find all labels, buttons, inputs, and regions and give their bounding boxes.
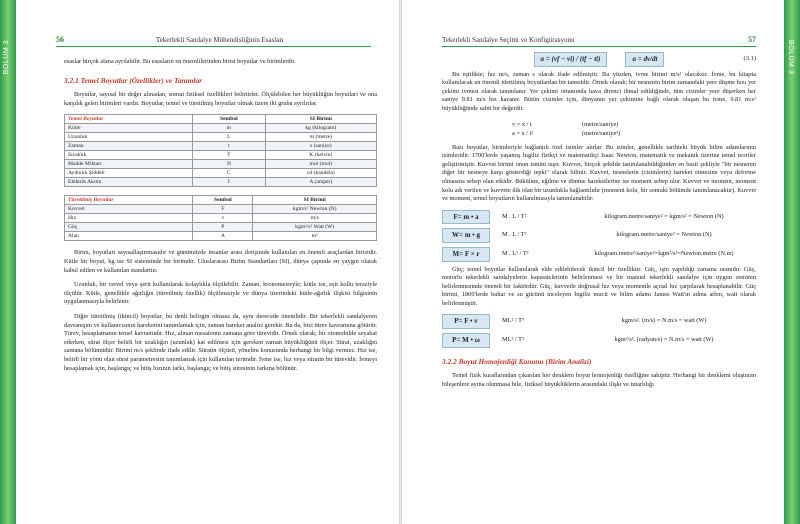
left-page (16, 0, 399, 524)
unit-expression: kgm/s². (m/s) = N.m/s = watt (W) (621, 317, 707, 325)
table-row (65, 205, 377, 214)
table-cell: s (saniye) (265, 142, 376, 151)
table-row (65, 232, 377, 241)
paragraph: Boyutlar, sayısal bir değer alınadan, somut fiziksel özellikleri belirtirler. Ölçülebilen her büyüklüğün boyutları ve ona karşılık gelen birimleri vardır. Boyutlar, temel ve türetilmiş boyutlar olmak üzere iki gruba ayrılırlar. (64, 91, 377, 107)
table-cell: N (193, 160, 266, 169)
right-header (442, 32, 756, 47)
derivative-formula: a = dv/dt (625, 52, 664, 67)
table-cell: m (193, 124, 266, 133)
table-cell: C (193, 169, 266, 178)
paragraph: Bazı boyutlar, birimleriyle bağlantılı özel isimler alırlar. Bu isimler, genellikle tarihteki büyük bilim adamlarının isimleridir. 1700'lerde yaşamış İngiliz fizikçi ve matematikçi Isaac Newton, matematik ve mekanik üzerine temel teoriler geliştirmiştir. Kuvvet birimi onun ismini taşır. Kuvvet, birçok şekilde tanımlanabildiğinden en basit şekliyle "bir nesnenin diğer bir nesneye karşı gösterdiği tepki" olarak bilinir. Kuvvet, nesnelerin (cisimlerin) hareket etmesine veya deforme olmasına sebep olan etkidir. Bükülme, eğilme ve dönme hareketlerine ise moment sebep olur. Kuvvet ve moment, moment kolu adı verilen ve kuvvete dik olan bir uzunlukla bağlantılıdır (moment kolu, bir sonraki bölümde tanımlanacaktır). Kuvvet ve moment, temel boyutların kullanılmasıyla tanımlanabilir: (442, 143, 756, 203)
table-cell: T (193, 151, 266, 160)
unit-expression: kgm²/s². (radyan/s) = N.m/s = watt (W) (614, 336, 714, 344)
paragraph: Diğer türetilmiş (ikincil) boyutlar, bu denli belirgin olmasa da, aynı derecede önemlidir. Bir tekerlekli sandalyenin davranışını ve kullanıcısının hareketini tanımlamak için, zaman hareket analizi gerekir. Bu da, bizi türev kavramına götürür. Türev, hesaplamanın temel kavramıdır. Hız, alınan mesafenin zamana göre türevidir. Örnek olarak; bir otomobilde seyahat ederken, sürat ölçer belirli bir uzaklığın (uzunluk) kat edilmesi için gereken zaman büyüklüğünü ölçer. Sürat, uzaklığın zamana bölümüdür. Birimi m/s şeklinde ifade edilir. Süratin ölçüsü, yönelim konusunda herhangi bir bilgi vermez. Hız ise, belirli bir yönü olan sürat parametresini tanımlamak için kullanılan terimdir. İvme ise, hız veya süratin bir türevidir. İvmeyi hesaplamak için, başlangıç ve bitiş hızının farkı, başlangıç ve bitiş süresinin farkına bölünür. (64, 312, 377, 372)
table-cell: Zaman (65, 142, 193, 151)
table-header: SI Birimi (253, 196, 377, 205)
left-header (56, 32, 371, 47)
right-edge-tab (784, 0, 800, 524)
dimension: ML² / T³ (502, 317, 524, 325)
paragraph: Güç; temel boyutlar kullanılarak elde edilebilecek ikincil bir özelliktir. Güç, işin yapıldığı zamana oranıdır. Güç, motorlu tekerlekli sandalyelerin kapasitelerinin belirlenmesi ve bir manuel tekerlekli sandalye için uygun zeminin belirlenmesinde önemli bir faktördür. Güç, kuvvetle doğrusal hız veya momentle açısal hız çarpılarak hesaplanabilir. Güç birimi, 1800'lerde buhar ve su gücünü inceleyen İngiliz mucit ve bilim adamı James Watt'ın adına atfen, watt olarak belirlenmiştir. (442, 265, 756, 307)
left-body (64, 58, 377, 379)
equation-number: (3.1) (743, 55, 756, 62)
table-cell: Elektrik Akımı (65, 178, 193, 187)
table-cell: F (193, 205, 253, 214)
table-header: Sembol (193, 115, 266, 124)
section-heading: 3.2.1 Temel Boyutlar (Özellikler) ve Tanımlar (64, 75, 203, 85)
table-cell: A (193, 232, 253, 241)
formula-box: P= M • ω (442, 333, 490, 348)
table-cell: Hız (65, 214, 193, 223)
power-equations (442, 314, 756, 347)
formula-box: P= F • v (442, 314, 490, 329)
table-cell: t (193, 142, 266, 151)
acceleration-formula: a = (vf − vi) / (tf − ti) (534, 52, 608, 67)
formula-box: F= m • a (442, 210, 490, 225)
table-cell: v (193, 214, 253, 223)
table-cell: cd (kandela) (265, 169, 376, 178)
chapter-label-right: BÖLÜM 3 (787, 40, 794, 75)
table-header: Sembol (193, 196, 253, 205)
running-title: Tekerlekli Sandalye Mühendisliğinin Esasları (156, 36, 284, 44)
table-row (65, 178, 377, 187)
table-row (65, 133, 377, 142)
table-cell: Alan (65, 232, 193, 241)
table-row (65, 214, 377, 223)
table-cell: kgm/s² Newton (N) (253, 205, 377, 214)
table-cell: kgm²/s³ Watt (W) (253, 223, 377, 232)
table-cell: Sıcaklık (65, 151, 193, 160)
velocity-equations (512, 120, 756, 138)
table-cell: kg (kilogram) (265, 124, 376, 133)
dimension: M . L² / T² (502, 249, 529, 257)
unit-expression: kilogram.metre/saniye² = kgm/s² = Newton (N) (604, 212, 724, 220)
table-row (65, 223, 377, 232)
equation-unit: (metre/saniye) (582, 120, 619, 128)
force-equations (442, 210, 756, 262)
table-cell: Kütle (65, 124, 193, 133)
table-row (65, 169, 377, 178)
page-number: 57 (748, 35, 756, 44)
table-cell: Uzunluk (65, 133, 193, 142)
formula-box: W= m • g (442, 228, 490, 243)
unit-expression: kilogram.metre/saniye² = Newton (N) (616, 231, 712, 239)
equation-unit: (metre/saniye²) (582, 129, 621, 137)
table-cell: Kuvvet (65, 205, 193, 214)
table-cell: Güç (65, 223, 193, 232)
table-header: Türetilmiş Boyutlar (65, 196, 193, 205)
table-row (65, 124, 377, 133)
equation-3-1 (442, 52, 756, 67)
derived-dimensions-table (64, 195, 377, 241)
table-cell: I (193, 178, 266, 187)
page-number: 56 (56, 35, 64, 44)
unit-expression: kilogram.metre²/saniye²=kgm²/s²=Newton.metre (N.m) (594, 249, 734, 257)
table-cell: A (amper) (265, 178, 376, 187)
table-cell: m/s (253, 214, 377, 223)
right-body (442, 52, 756, 395)
table-header: Temel Boyutlar (65, 115, 193, 124)
formula-box: M= F × r (442, 247, 490, 262)
paragraph: Uzunluk, bir cetvel veya şerit kullanılarak kolaylıkla ölçülebilir. Zaman, kronometreyle; kütle ise, eşit kollu teraziyle ölçülür. Kütle, genellikle ağırlığın (türetilmiş özellik) ölçülmesiyle ve dünya üzerindeki kütle-ağırlık ilişkisi bilgisinin uygulanmasıyla belirlenir. (64, 281, 377, 306)
table-row (65, 151, 377, 160)
table-row (65, 142, 377, 151)
right-page (402, 0, 784, 524)
paragraph: Bu eşitlikte; hız m/s, zaman s olarak ifade edilmiştir. Bu yüzden, ivme birimi m/s² olacaktır. İvme, bu kitapta kullanılacak en önemli türetilmiş boyutlardan bir tanesidir. Örnek olarak; bir nesnenin birim zamandaki yere düşme hızı yer çekimi ivmesi olarak tanımlanır. Yer çekimi ortamında hava direnci ihmal edildiğinde, tüm cisimler yere düşerken her saniye 9.81 m/s hız kazanır. Bütün cisimler için, dünyanın yer çekimine bağlı olarak oluşan bu ivme, 9.81 m/s² büyüklüğünde sabit bir değerdir. (442, 70, 756, 112)
table-cell: Aydınlık Şiddeti (65, 169, 193, 178)
section-heading: 3.2.2 Boyut Homojenliği Kanunu (Birim Analizi) (442, 356, 592, 366)
table-cell: m² (253, 232, 377, 241)
left-edge-tab (0, 0, 16, 524)
paragraph: Temel fizik kurallarından çıkarılan her denklem boyut homojenliği özelliğine sahiptir. Herhangi bir denklemi oluşturan bileşenlere ayına olunmasa bile, fiziksel büyüklüklerin arasındaki ilişki ve tutarlılığı (442, 372, 756, 388)
table-cell: Madde Miktarı (65, 160, 193, 169)
base-dimensions-table (64, 114, 377, 187)
dimension: M . L / T² (502, 231, 527, 239)
table-cell: P (193, 223, 253, 232)
running-title: Tekerlekli Sandalye Seçimi ve Konfigürasyonu (442, 36, 575, 44)
chapter-label-left: BÖLÜM 3 (3, 40, 10, 75)
paragraph: Birim, boyutları sayısallaştırmasıdır ve günümüzde insanlar arası iletişimde kullanılan en önemli araçlardan birisidir. Kütle bir boyut, kg ise SI sisteminde bir birimdir. Uluslararası Birim Standartları (SI), dünya çapında en yaygın olarak kabul edilen ve kullanılan standarttır. (64, 249, 377, 274)
dimension: M . L / T² (502, 212, 527, 220)
table-header: SI Birimi (265, 115, 376, 124)
table-cell: mol (mol) (265, 160, 376, 169)
table-cell: L (193, 133, 266, 142)
equation: a = x / t² (512, 129, 534, 137)
table-row (65, 160, 377, 169)
paragraph: esaslar birçok alana ayrılabilir. Bu esasların en önemlilerinden birisi boyutlar ve birimlerdir. (64, 58, 296, 65)
equation: v = x / t (512, 120, 532, 128)
dimension: ML² / T³ (502, 336, 524, 344)
table-cell: K (kelvin) (265, 151, 376, 160)
table-cell: m (metre) (265, 133, 376, 142)
